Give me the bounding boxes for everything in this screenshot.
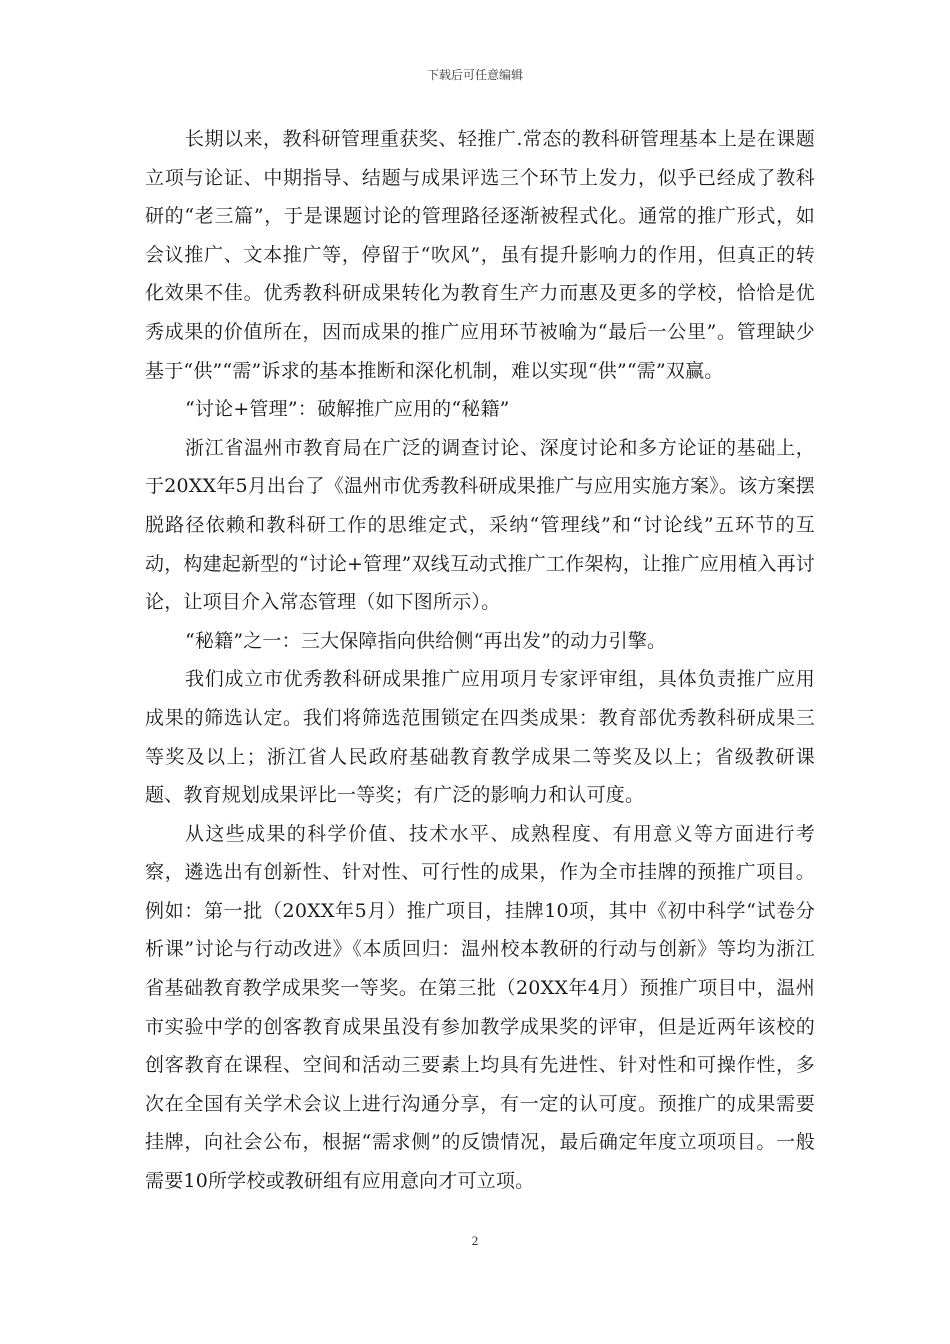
section-heading: “讨论+管理”：破解推广应用的“秘籍” [185, 398, 510, 421]
paragraph-wenzhou-plan: 浙江省温州市教育局在广泛的调查讨论、深度讨论和多方论证的基础上，于20XX年5月出台了《温州市优秀教科研成果推广与应用实施方案》。该方案摆脱路径依赖和教科研工作的思维定式，采纳“管理线”和“讨论线”五环节的互动，构建起新型的“讨论+管理”双线互动式推广工作架构，让推广应用植入再讨论，让项目介入常态管理（如下图所示）。 [145, 436, 815, 614]
paragraph-selection: 从这些成果的科学价值、技术水平、成熟程度、有用意义等方面进行考察，遴选出有创新性、针对性、可行性的成果，作为全市挂牌的预推广项目。例如：第一批（20XX年5月）推广项目，挂牌10项，其中《初中科学“试卷分析课”讨论与行动改进》《本质回归：温州校本教研的行动与创新》等均为浙江省基础教育教学成果奖一等奖。在第三批（20XX年4月）预推广项目中，温州市实验中学的创客教育成果虽没有参加教学成果奖的评审，但是近两年该校的创客教育在课程、空间和活动三要素上均具有先进性、针对性和可操作性，多次在全国有关学术会议上进行沟通分享，有一定的认可度。预推广的成果需要挂牌，向社会公布，根据“需求侧”的反馈情况，最后确定年度立项项目。一般需要10所学校或教研组有应用意向才可立项。 [145, 822, 815, 1193]
paragraph-expert-group: 我们成立市优秀教科研成果推广应用项月专家评审组，具体负责推广应用成果的筛选认定。我们将筛选范围锁定在四类成果：教育部优秀教科研成果三等奖及以上；浙江省人民政府基础教育教学成果二等奖及以上；省级教研课题、教育规划成果评比一等奖；有广泛的影响力和认可度。 [145, 668, 815, 807]
subsection-heading: “秘籍”之一：三大保障指向供给侧“再出发”的动力引擎。 [185, 629, 667, 652]
document-body [145, 120, 815, 1201]
page-header: 下载后可任意编辑 [426, 68, 523, 82]
page-number: 2 [471, 1233, 479, 1248]
paragraph-intro: 长期以来，教科研管理重获奖、轻推广.常态的教科研管理基本上是在课题立项与论证、中期指导、结题与成果评选三个环节上发力，似乎已经成了教科研的“老三篇”，于是课题讨论的管理路径逐渐被程式化。通常的推广形式，如会议推广、文本推广等，停留于“吹风”，虽有提升影响力的作用，但真正的转化效果不佳。优秀教科研成果转化为教育生产力而惠及更多的学校，恰恰是优秀成果的价值所在，因而成果的推广应用环节被喻为“最后一公里”。管理缺少基于“供”“需”诉求的基本推断和深化机制，难以实现“供”“需”双赢。 [145, 128, 815, 382]
